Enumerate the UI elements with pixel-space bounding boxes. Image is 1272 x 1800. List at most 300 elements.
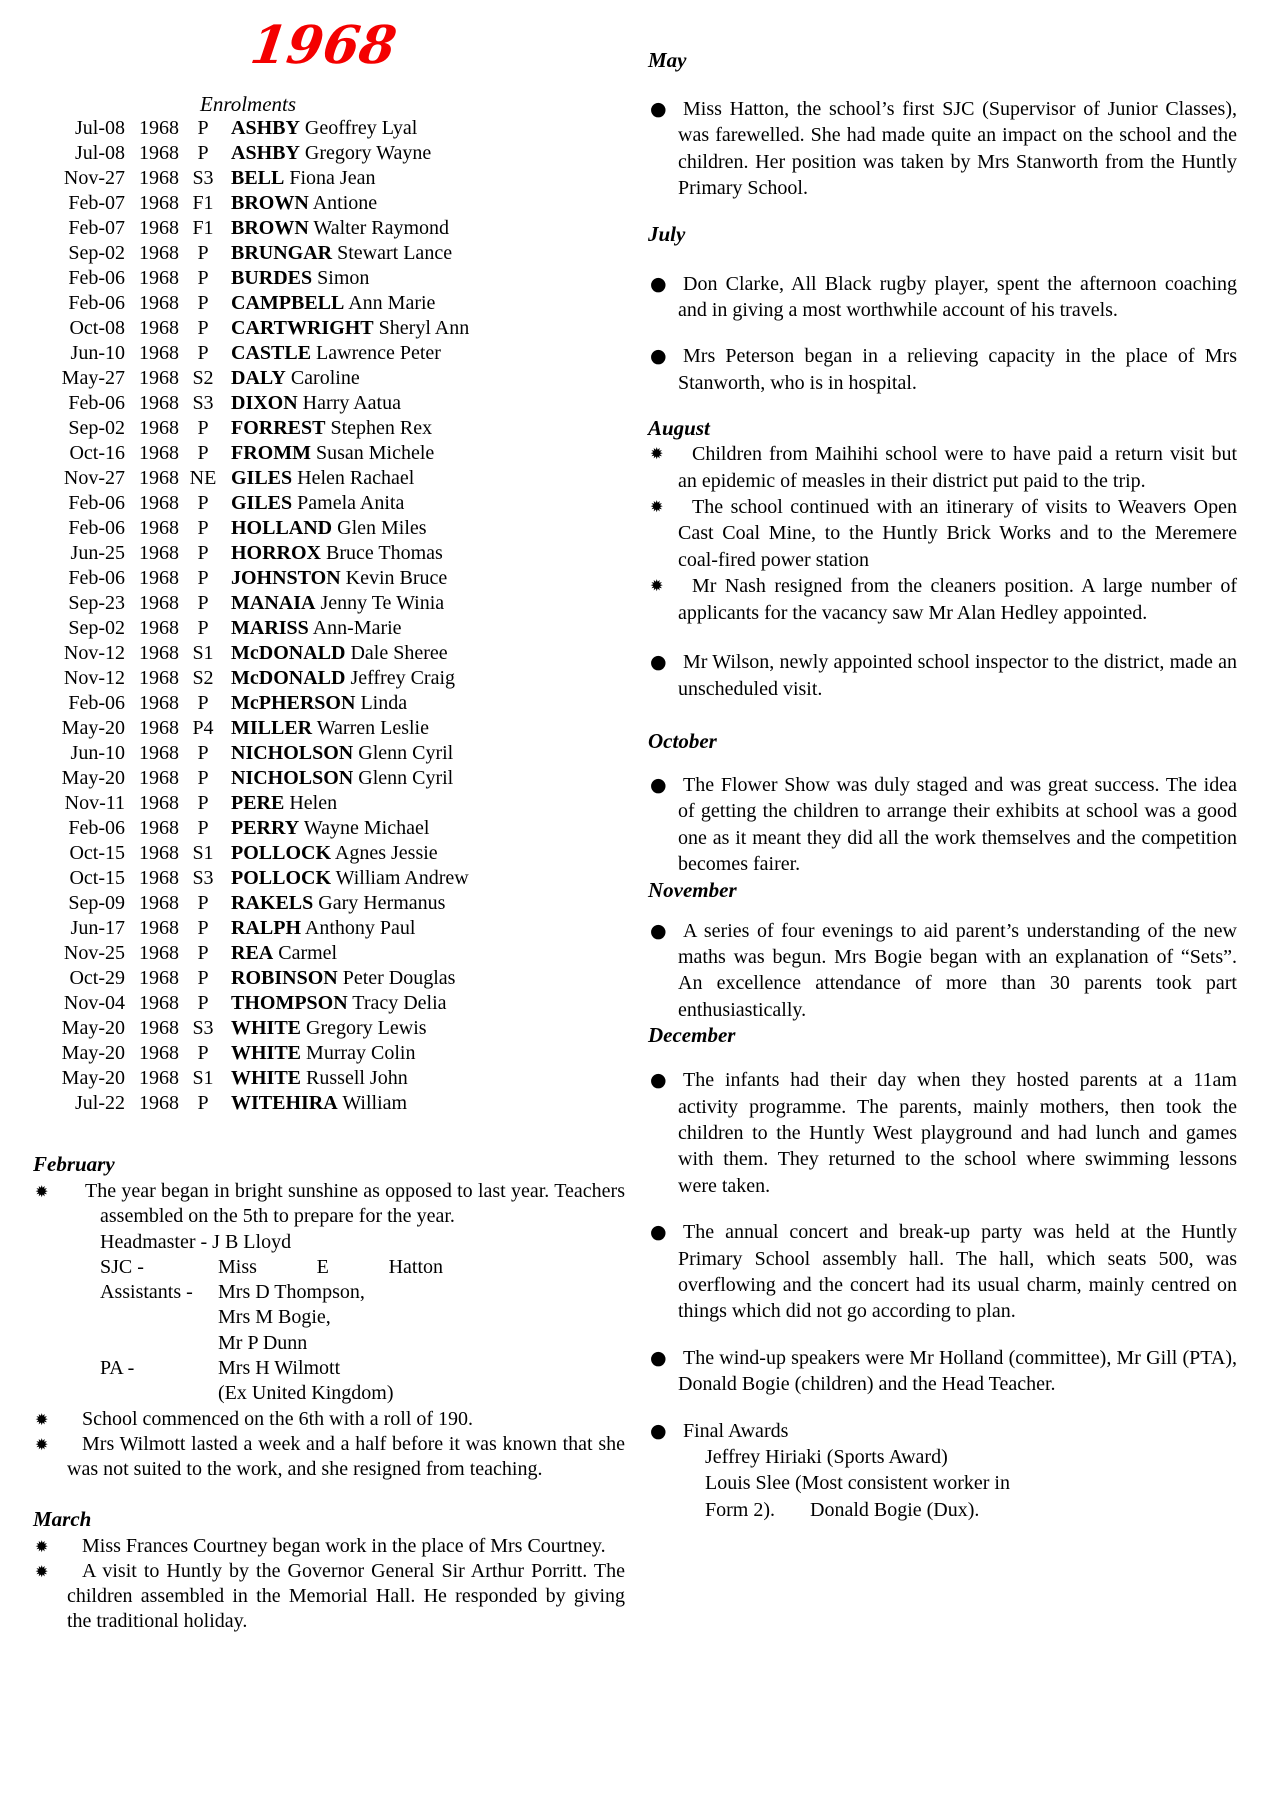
enrolment-row bbox=[33, 866, 625, 891]
enrolment-class-code: S3 bbox=[192, 392, 214, 414]
enrolment-row bbox=[33, 841, 625, 866]
bullet-item bbox=[648, 573, 1237, 626]
section-heading: December bbox=[648, 1023, 736, 1048]
section-heading: October bbox=[648, 728, 717, 753]
section-august bbox=[648, 416, 1237, 702]
dot-bullet-icon: ● bbox=[650, 345, 667, 368]
enrolment-surname: FORREST bbox=[231, 417, 326, 439]
flower-bullet-icon: ✹ bbox=[650, 576, 664, 596]
section-november bbox=[648, 878, 1237, 1024]
enrolment-row bbox=[33, 1016, 625, 1041]
enrolment-date: Oct-15 bbox=[69, 842, 125, 864]
enrolment-date: Feb-06 bbox=[68, 267, 125, 289]
paragraph-text: The school continued with an itinerary of visits to Weavers Open Cast Coal Mine, to the Huntly Brick Works and to the Meremere coal-fired power station bbox=[678, 496, 1237, 571]
flower-bullet-icon: ✹ bbox=[35, 1561, 49, 1581]
enrolment-year: 1968 bbox=[139, 1042, 179, 1064]
enrolment-surname: WHITE bbox=[231, 1067, 302, 1089]
enrolment-class-code: P bbox=[197, 942, 209, 964]
enrolment-year: 1968 bbox=[139, 167, 179, 189]
enrolment-class-code: P bbox=[197, 317, 209, 339]
paragraph-text: Mr Wilson, newly appointed school inspector to the district, made an unscheduled visit. bbox=[678, 651, 1237, 700]
enrolment-name: RALPH Anthony Paul bbox=[231, 917, 416, 939]
enrolment-class-code: S3 bbox=[192, 867, 214, 889]
enrolment-surname: POLLOCK bbox=[231, 867, 332, 889]
enrolment-name: FROMM Susan Michele bbox=[231, 442, 435, 464]
dot-bullet-icon: ● bbox=[650, 1346, 667, 1369]
section-heading: March bbox=[33, 1506, 92, 1531]
enrolment-row bbox=[33, 1066, 625, 1091]
enrolment-class-code: S2 bbox=[192, 667, 214, 689]
enrolment-name: HORROX Bruce Thomas bbox=[231, 542, 443, 564]
enrolment-row bbox=[33, 666, 625, 691]
enrolment-year: 1968 bbox=[139, 592, 179, 614]
enrolment-name: WHITE Russell John bbox=[231, 1067, 408, 1089]
enrolment-row bbox=[33, 116, 625, 141]
enrolment-class-code: P bbox=[197, 117, 209, 139]
staff-list bbox=[100, 1230, 625, 1407]
enrolment-surname: NICHOLSON bbox=[231, 767, 354, 789]
award-line: Jeffrey Hiriaki (Sports Award) bbox=[705, 1446, 948, 1469]
enrolment-class-code: P bbox=[197, 517, 209, 539]
enrolment-row bbox=[33, 541, 625, 566]
enrolment-name: McPHERSON Linda bbox=[231, 692, 408, 714]
left-sections bbox=[33, 1152, 625, 1635]
enrolment-surname: POLLOCK bbox=[231, 842, 332, 864]
enrolment-date: Jun-25 bbox=[70, 542, 125, 564]
enrolment-name: GILES Pamela Anita bbox=[231, 492, 405, 514]
section-december bbox=[648, 1023, 1237, 1523]
staff-label bbox=[100, 1381, 218, 1406]
paragraph-text: The annual concert and break-up party was held at the Huntly Primary School assembly hall. The hall, which seats 500, was overflowing and the concert had its usual charm, mainly centred on things which did not go according to plan. bbox=[678, 1221, 1237, 1323]
enrolment-date: Feb-06 bbox=[68, 567, 125, 589]
enrolment-date: Jun-17 bbox=[70, 917, 125, 939]
enrolment-year: 1968 bbox=[139, 992, 179, 1014]
enrolment-class-code: S1 bbox=[192, 642, 214, 664]
bullet-item bbox=[648, 96, 1237, 202]
enrolment-surname: BURDES bbox=[231, 267, 313, 289]
enrolment-row bbox=[33, 141, 625, 166]
enrolment-row bbox=[33, 791, 625, 816]
enrolment-date: Oct-16 bbox=[69, 442, 125, 464]
enrolment-year: 1968 bbox=[139, 142, 179, 164]
enrolment-year: 1968 bbox=[139, 542, 179, 564]
enrolment-row bbox=[33, 641, 625, 666]
enrolment-row bbox=[33, 491, 625, 516]
enrolment-row bbox=[33, 966, 625, 991]
enrolment-year: 1968 bbox=[139, 392, 179, 414]
paragraph-text: The Flower Show was duly staged and was great success. The idea of getting the children to arrange their exhibits at school was a good one as it meant they did all the work themselves and the competition becomes fairer. bbox=[678, 773, 1237, 876]
enrolment-row bbox=[33, 216, 625, 241]
enrolment-surname: RALPH bbox=[231, 917, 301, 939]
dot-bullet-icon: ● bbox=[650, 919, 667, 942]
enrolment-class-code: P bbox=[197, 442, 209, 464]
bullet-item bbox=[648, 343, 1237, 396]
enrolment-year: 1968 bbox=[139, 742, 179, 764]
staff-label: Assistants - bbox=[100, 1281, 193, 1304]
left-column bbox=[33, 0, 625, 1635]
enrolment-name: PERRY Wayne Michael bbox=[231, 817, 430, 839]
enrolment-year: 1968 bbox=[139, 492, 179, 514]
bullet-item bbox=[648, 441, 1237, 494]
enrolment-class-code: P bbox=[197, 292, 209, 314]
staff-value: Mrs D Thompson, bbox=[218, 1281, 365, 1304]
staff-row bbox=[100, 1331, 625, 1356]
dot-bullet-icon: ● bbox=[650, 1419, 667, 1442]
enrolment-year: 1968 bbox=[139, 817, 179, 839]
enrolment-date: Sep-09 bbox=[68, 892, 125, 914]
section-march bbox=[33, 1507, 625, 1635]
flower-bullet-icon: ✹ bbox=[650, 444, 664, 464]
bullet-item bbox=[648, 918, 1237, 1024]
enrolment-class-code: S1 bbox=[192, 842, 214, 864]
bullet-item bbox=[648, 772, 1237, 878]
enrolment-year: 1968 bbox=[139, 642, 179, 664]
enrolment-date: Nov-12 bbox=[63, 642, 125, 664]
enrolment-row bbox=[33, 816, 625, 841]
paragraph-text: School commenced on the 6th with a roll of 190. bbox=[82, 1407, 474, 1430]
paragraph-text: Miss Hatton, the school’s first SJC (Supervisor of Junior Classes), was farewelled. She had made quite an impact on the school and the children. Her position was taken by Mrs Stanworth from the Huntly Primary School. bbox=[678, 98, 1237, 200]
right-column bbox=[648, 36, 1237, 1543]
enrolment-date: Nov-25 bbox=[63, 942, 125, 964]
enrolment-year: 1968 bbox=[139, 417, 179, 439]
enrolment-date: Sep-02 bbox=[68, 242, 125, 264]
enrolment-surname: JOHNSTON bbox=[231, 567, 341, 589]
award-list bbox=[705, 1444, 1237, 1523]
enrolment-class-code: P bbox=[197, 567, 209, 589]
enrolment-class-code: P bbox=[197, 142, 209, 164]
bullet-item bbox=[33, 1179, 625, 1407]
dot-bullet-icon: ● bbox=[650, 272, 667, 295]
enrolment-row bbox=[33, 291, 625, 316]
enrolment-surname: DIXON bbox=[231, 392, 298, 414]
bullet-item bbox=[33, 1559, 625, 1635]
enrolments-heading: Enrolments bbox=[200, 92, 297, 116]
enrolment-surname: THOMPSON bbox=[231, 992, 348, 1014]
enrolment-row bbox=[33, 991, 625, 1016]
enrolment-date: Feb-06 bbox=[68, 692, 125, 714]
enrolment-surname: McDONALD bbox=[231, 667, 346, 689]
enrolment-row bbox=[33, 466, 625, 491]
enrolment-class-code: P bbox=[197, 267, 209, 289]
enrolment-year: 1968 bbox=[139, 667, 179, 689]
enrolment-year: 1968 bbox=[139, 517, 179, 539]
enrolment-name: McDONALD Dale Sheree bbox=[231, 642, 448, 664]
enrolment-name: BURDES Simon bbox=[231, 267, 370, 289]
enrolment-year: 1968 bbox=[139, 717, 179, 739]
enrolment-surname: REA bbox=[231, 942, 274, 964]
section-heading: February bbox=[33, 1152, 115, 1176]
enrolment-class-code: P bbox=[197, 617, 209, 639]
enrolment-row bbox=[33, 741, 625, 766]
enrolment-surname: MARISS bbox=[231, 617, 309, 639]
enrolment-date: Feb-06 bbox=[68, 817, 125, 839]
enrolment-row bbox=[33, 1041, 625, 1066]
enrolment-year: 1968 bbox=[139, 367, 179, 389]
enrolment-class-code: P bbox=[197, 892, 209, 914]
enrolment-class-code: P bbox=[197, 967, 209, 989]
enrolment-row bbox=[33, 391, 625, 416]
enrolment-class-code: P bbox=[197, 742, 209, 764]
enrolment-class-code: P bbox=[197, 1042, 209, 1064]
staff-row bbox=[100, 1255, 625, 1280]
enrolment-date: May-20 bbox=[61, 1067, 125, 1089]
enrolment-name: McDONALD Jeffrey Craig bbox=[231, 667, 456, 689]
enrolment-name: CAMPBELL Ann Marie bbox=[231, 292, 436, 314]
enrolment-row bbox=[33, 266, 625, 291]
enrolment-row bbox=[33, 416, 625, 441]
enrolment-class-code: P bbox=[197, 1092, 209, 1114]
enrolment-date: Feb-07 bbox=[68, 192, 125, 214]
enrolment-surname: MANAIA bbox=[231, 592, 316, 614]
enrolment-year: 1968 bbox=[139, 792, 179, 814]
paragraph-text: Mrs Wilmott lasted a week and a half before it was known that she was not suited to the work, and she resigned from teaching. bbox=[67, 1432, 625, 1481]
enrolment-name: ASHBY Gregory Wayne bbox=[231, 142, 432, 164]
section-heading: August bbox=[648, 416, 710, 441]
enrolment-date: May-27 bbox=[61, 367, 125, 389]
right-sections bbox=[648, 48, 1237, 1523]
enrolment-surname: WHITE bbox=[231, 1042, 302, 1064]
staff-row bbox=[100, 1381, 625, 1406]
enrolment-year: 1968 bbox=[139, 692, 179, 714]
enrolment-class-code: P bbox=[197, 792, 209, 814]
staff-row bbox=[100, 1305, 625, 1330]
enrolment-date: Oct-29 bbox=[69, 967, 125, 989]
enrolment-name: CASTLE Lawrence Peter bbox=[231, 342, 441, 364]
staff-value-part: Miss bbox=[218, 1255, 257, 1278]
staff-value bbox=[218, 1255, 443, 1280]
bullet-item bbox=[648, 1418, 1237, 1524]
enrolment-surname: NICHOLSON bbox=[231, 742, 354, 764]
enrolment-year: 1968 bbox=[139, 867, 179, 889]
flower-bullet-icon: ✹ bbox=[35, 1409, 49, 1429]
staff-value-part: E bbox=[316, 1255, 329, 1278]
enrolment-name: BRUNGAR Stewart Lance bbox=[231, 242, 453, 264]
enrolment-name: WITEHIRA William bbox=[231, 1092, 408, 1114]
bullet-item bbox=[33, 1407, 625, 1432]
enrolment-date: Sep-02 bbox=[68, 617, 125, 639]
enrolment-row bbox=[33, 316, 625, 341]
enrolment-date: Feb-06 bbox=[68, 517, 125, 539]
staff-value: Mrs M Bogie, bbox=[218, 1306, 331, 1329]
enrolment-class-code: P bbox=[197, 417, 209, 439]
bullet-item bbox=[648, 494, 1237, 573]
enrolment-date: Nov-11 bbox=[64, 792, 125, 814]
enrolment-class-code: P bbox=[197, 917, 209, 939]
dot-bullet-icon: ● bbox=[650, 1221, 667, 1244]
section-heading: July bbox=[648, 221, 686, 246]
enrolment-date: Oct-15 bbox=[69, 867, 125, 889]
enrolment-name: POLLOCK William Andrew bbox=[231, 867, 469, 889]
enrolment-year: 1968 bbox=[139, 842, 179, 864]
enrolment-year: 1968 bbox=[139, 117, 179, 139]
dot-bullet-icon: ● bbox=[650, 651, 667, 674]
enrolment-name: RAKELS Gary Hermanus bbox=[231, 892, 446, 914]
enrolment-date: Oct-08 bbox=[69, 317, 125, 339]
enrolment-class-code: NE bbox=[189, 467, 217, 489]
enrolment-year: 1968 bbox=[139, 1017, 179, 1039]
enrolment-row bbox=[33, 516, 625, 541]
section-february bbox=[33, 1152, 625, 1483]
enrolment-year: 1968 bbox=[139, 217, 179, 239]
staff-value: (Ex United Kingdom) bbox=[218, 1382, 394, 1405]
year-title-text: 1968 bbox=[246, 15, 401, 76]
dot-bullet-icon: ● bbox=[650, 1069, 667, 1092]
enrolment-year: 1968 bbox=[139, 192, 179, 214]
enrolment-date: Jul-22 bbox=[75, 1092, 125, 1114]
enrolment-name: BELL Fiona Jean bbox=[231, 167, 376, 189]
enrolment-surname: PERRY bbox=[231, 817, 300, 839]
enrolment-surname: BELL bbox=[231, 167, 285, 189]
enrolment-list bbox=[33, 116, 625, 1116]
enrolment-date: Nov-27 bbox=[63, 167, 125, 189]
enrolment-name: MARISS Ann-Marie bbox=[231, 617, 402, 639]
enrolment-year: 1968 bbox=[139, 942, 179, 964]
enrolment-date: Jul-08 bbox=[75, 142, 125, 164]
enrolment-class-code: P bbox=[197, 767, 209, 789]
enrolment-row bbox=[33, 891, 625, 916]
section-heading: November bbox=[648, 877, 737, 902]
paragraph-text: A series of four evenings to aid parent’s understanding of the new maths was begun. Mrs Bogie began with an explanation of “Sets”. An excellence attendance of more than 30 parents took part enthusiastically. bbox=[678, 919, 1237, 1021]
enrolment-year: 1968 bbox=[139, 1092, 179, 1114]
enrolment-name: THOMPSON Tracy Delia bbox=[231, 992, 447, 1014]
enrolment-date: Sep-23 bbox=[68, 592, 125, 614]
enrolment-year: 1968 bbox=[139, 442, 179, 464]
dot-bullet-icon: ● bbox=[650, 98, 667, 120]
paragraph-text: The year began in bright sunshine as opposed to last year. Teachers assembled on the 5th to prepare for the year. bbox=[85, 1180, 625, 1228]
enrolment-class-code: P bbox=[197, 342, 209, 364]
enrolment-surname: HORROX bbox=[231, 542, 321, 564]
enrolment-class-code: P bbox=[197, 692, 209, 714]
enrolment-date: Nov-12 bbox=[63, 667, 125, 689]
enrolment-name: BROWN Antione bbox=[231, 192, 378, 214]
enrolment-name: MANAIA Jenny Te Winia bbox=[231, 592, 445, 614]
page-title bbox=[33, 15, 625, 76]
paragraph-text: The wind-up speakers were Mr Holland (committee), Mr Gill (PTA), Donald Bogie (children) and the Head Teacher. bbox=[678, 1346, 1237, 1396]
enrolment-surname: BROWN bbox=[231, 192, 309, 214]
enrolment-surname: ASHBY bbox=[231, 117, 300, 139]
enrolment-row bbox=[33, 941, 625, 966]
section-july bbox=[648, 222, 1237, 397]
enrolment-year: 1968 bbox=[139, 917, 179, 939]
enrolment-date: Feb-06 bbox=[68, 492, 125, 514]
enrolment-surname: FROMM bbox=[231, 442, 311, 464]
paragraph-text: Don Clarke, All Black rugby player, spent the afternoon coaching and in giving a most worthwhile account of his travels. bbox=[678, 272, 1237, 322]
enrolment-name: MILLER Warren Leslie bbox=[231, 717, 429, 739]
section-heading: May bbox=[648, 48, 687, 72]
enrolment-name: WHITE Murray Colin bbox=[231, 1042, 416, 1064]
enrolment-name: DALY Caroline bbox=[231, 367, 360, 389]
paragraph-text: Children from Maihihi school were to have paid a return visit but an epidemic of measles in their district put paid to the trip. bbox=[678, 443, 1237, 492]
staff-label bbox=[100, 1305, 218, 1330]
staff-label bbox=[100, 1331, 218, 1356]
enrolment-class-code: S3 bbox=[192, 167, 214, 189]
enrolment-surname: CARTWRIGHT bbox=[231, 317, 374, 339]
enrolment-class-code: S3 bbox=[192, 1017, 214, 1039]
enrolment-surname: ROBINSON bbox=[231, 967, 338, 989]
enrolment-year: 1968 bbox=[139, 967, 179, 989]
award-line: Form 2). Donald Bogie (Dux). bbox=[705, 1498, 980, 1521]
enrolment-surname: DALY bbox=[231, 367, 286, 389]
staff-label: PA - bbox=[100, 1357, 135, 1380]
enrolment-row bbox=[33, 191, 625, 216]
enrolment-surname: MILLER bbox=[231, 717, 313, 739]
enrolment-year: 1968 bbox=[139, 892, 179, 914]
staff-value: Mrs H Wilmott bbox=[218, 1357, 341, 1380]
enrolment-surname: WITEHIRA bbox=[231, 1092, 338, 1114]
enrolment-row bbox=[33, 566, 625, 591]
enrolment-class-code: F1 bbox=[192, 192, 214, 214]
enrolment-name: JOHNSTON Kevin Bruce bbox=[231, 567, 448, 589]
enrolment-class-code: S1 bbox=[192, 1067, 214, 1089]
enrolment-name: FORREST Stephen Rex bbox=[231, 417, 433, 439]
enrolment-date: May-20 bbox=[61, 1017, 125, 1039]
enrolment-row bbox=[33, 716, 625, 741]
enrolment-class-code: P bbox=[197, 242, 209, 264]
staff-row bbox=[100, 1280, 625, 1305]
flower-bullet-icon: ✹ bbox=[35, 1434, 49, 1454]
enrolment-class-code: P bbox=[197, 817, 209, 839]
enrolment-date: May-20 bbox=[61, 767, 125, 789]
enrolment-surname: McPHERSON bbox=[231, 692, 356, 714]
enrolment-class-code: P bbox=[197, 542, 209, 564]
section-may bbox=[648, 48, 1237, 202]
enrolment-date: May-20 bbox=[61, 1042, 125, 1064]
staff-row bbox=[100, 1356, 625, 1381]
paragraph-text: Miss Frances Courtney began work in the place of Mrs Courtney. bbox=[82, 1534, 606, 1557]
enrolment-year: 1968 bbox=[139, 567, 179, 589]
bullet-item bbox=[33, 1432, 625, 1483]
enrolment-class-code: P bbox=[197, 492, 209, 514]
bullet-item bbox=[648, 271, 1237, 324]
enrolment-name: REA Carmel bbox=[231, 942, 338, 964]
staff-row: Headmaster - J B Lloyd bbox=[100, 1230, 292, 1253]
staff-value: Mr P Dunn bbox=[218, 1331, 308, 1354]
enrolment-name: NICHOLSON Glenn Cyril bbox=[231, 742, 454, 764]
enrolment-surname: CAMPBELL bbox=[231, 292, 345, 314]
dot-bullet-icon: ● bbox=[650, 773, 667, 796]
enrolment-row bbox=[33, 441, 625, 466]
enrolment-class-code: F1 bbox=[192, 217, 214, 239]
bullet-item bbox=[648, 1219, 1237, 1325]
paragraph-text: The infants had their day when they hosted parents at a 11am activity programme. The parents, mainly mothers, then took the children to the Huntly West playground and had lunch and games with them. They returned to the school where swimming lessons were taken. bbox=[678, 1069, 1237, 1197]
staff-value-part: Hatton bbox=[388, 1255, 443, 1278]
enrolment-class-code: S2 bbox=[192, 367, 214, 389]
enrolment-row bbox=[33, 1091, 625, 1116]
enrolment-name: ASHBY Geoffrey Lyal bbox=[231, 117, 418, 139]
bullet-item bbox=[648, 649, 1237, 702]
enrolment-year: 1968 bbox=[139, 767, 179, 789]
enrolment-name: HOLLAND Glen Miles bbox=[231, 517, 427, 539]
enrolment-date: May-20 bbox=[61, 717, 125, 739]
enrolment-name: NICHOLSON Glenn Cyril bbox=[231, 767, 454, 789]
flower-bullet-icon: ✹ bbox=[35, 1182, 49, 1201]
enrolment-row bbox=[33, 241, 625, 266]
enrolment-date: Sep-02 bbox=[68, 417, 125, 439]
paragraph-text: Final Awards bbox=[683, 1419, 789, 1442]
enrolment-date: Nov-27 bbox=[63, 467, 125, 489]
enrolment-name: DIXON Harry Aatua bbox=[231, 392, 401, 414]
enrolment-surname: CASTLE bbox=[231, 342, 312, 364]
enrolment-date: Jul-08 bbox=[75, 117, 125, 139]
enrolment-surname: BRUNGAR bbox=[231, 242, 333, 264]
enrolment-surname: RAKELS bbox=[231, 892, 314, 914]
enrolment-date: Feb-06 bbox=[68, 392, 125, 414]
enrolment-name: POLLOCK Agnes Jessie bbox=[231, 842, 438, 864]
enrolment-row bbox=[33, 366, 625, 391]
enrolment-date: Feb-06 bbox=[68, 292, 125, 314]
enrolment-name: PERE Helen bbox=[231, 792, 338, 814]
section-october bbox=[648, 729, 1237, 878]
